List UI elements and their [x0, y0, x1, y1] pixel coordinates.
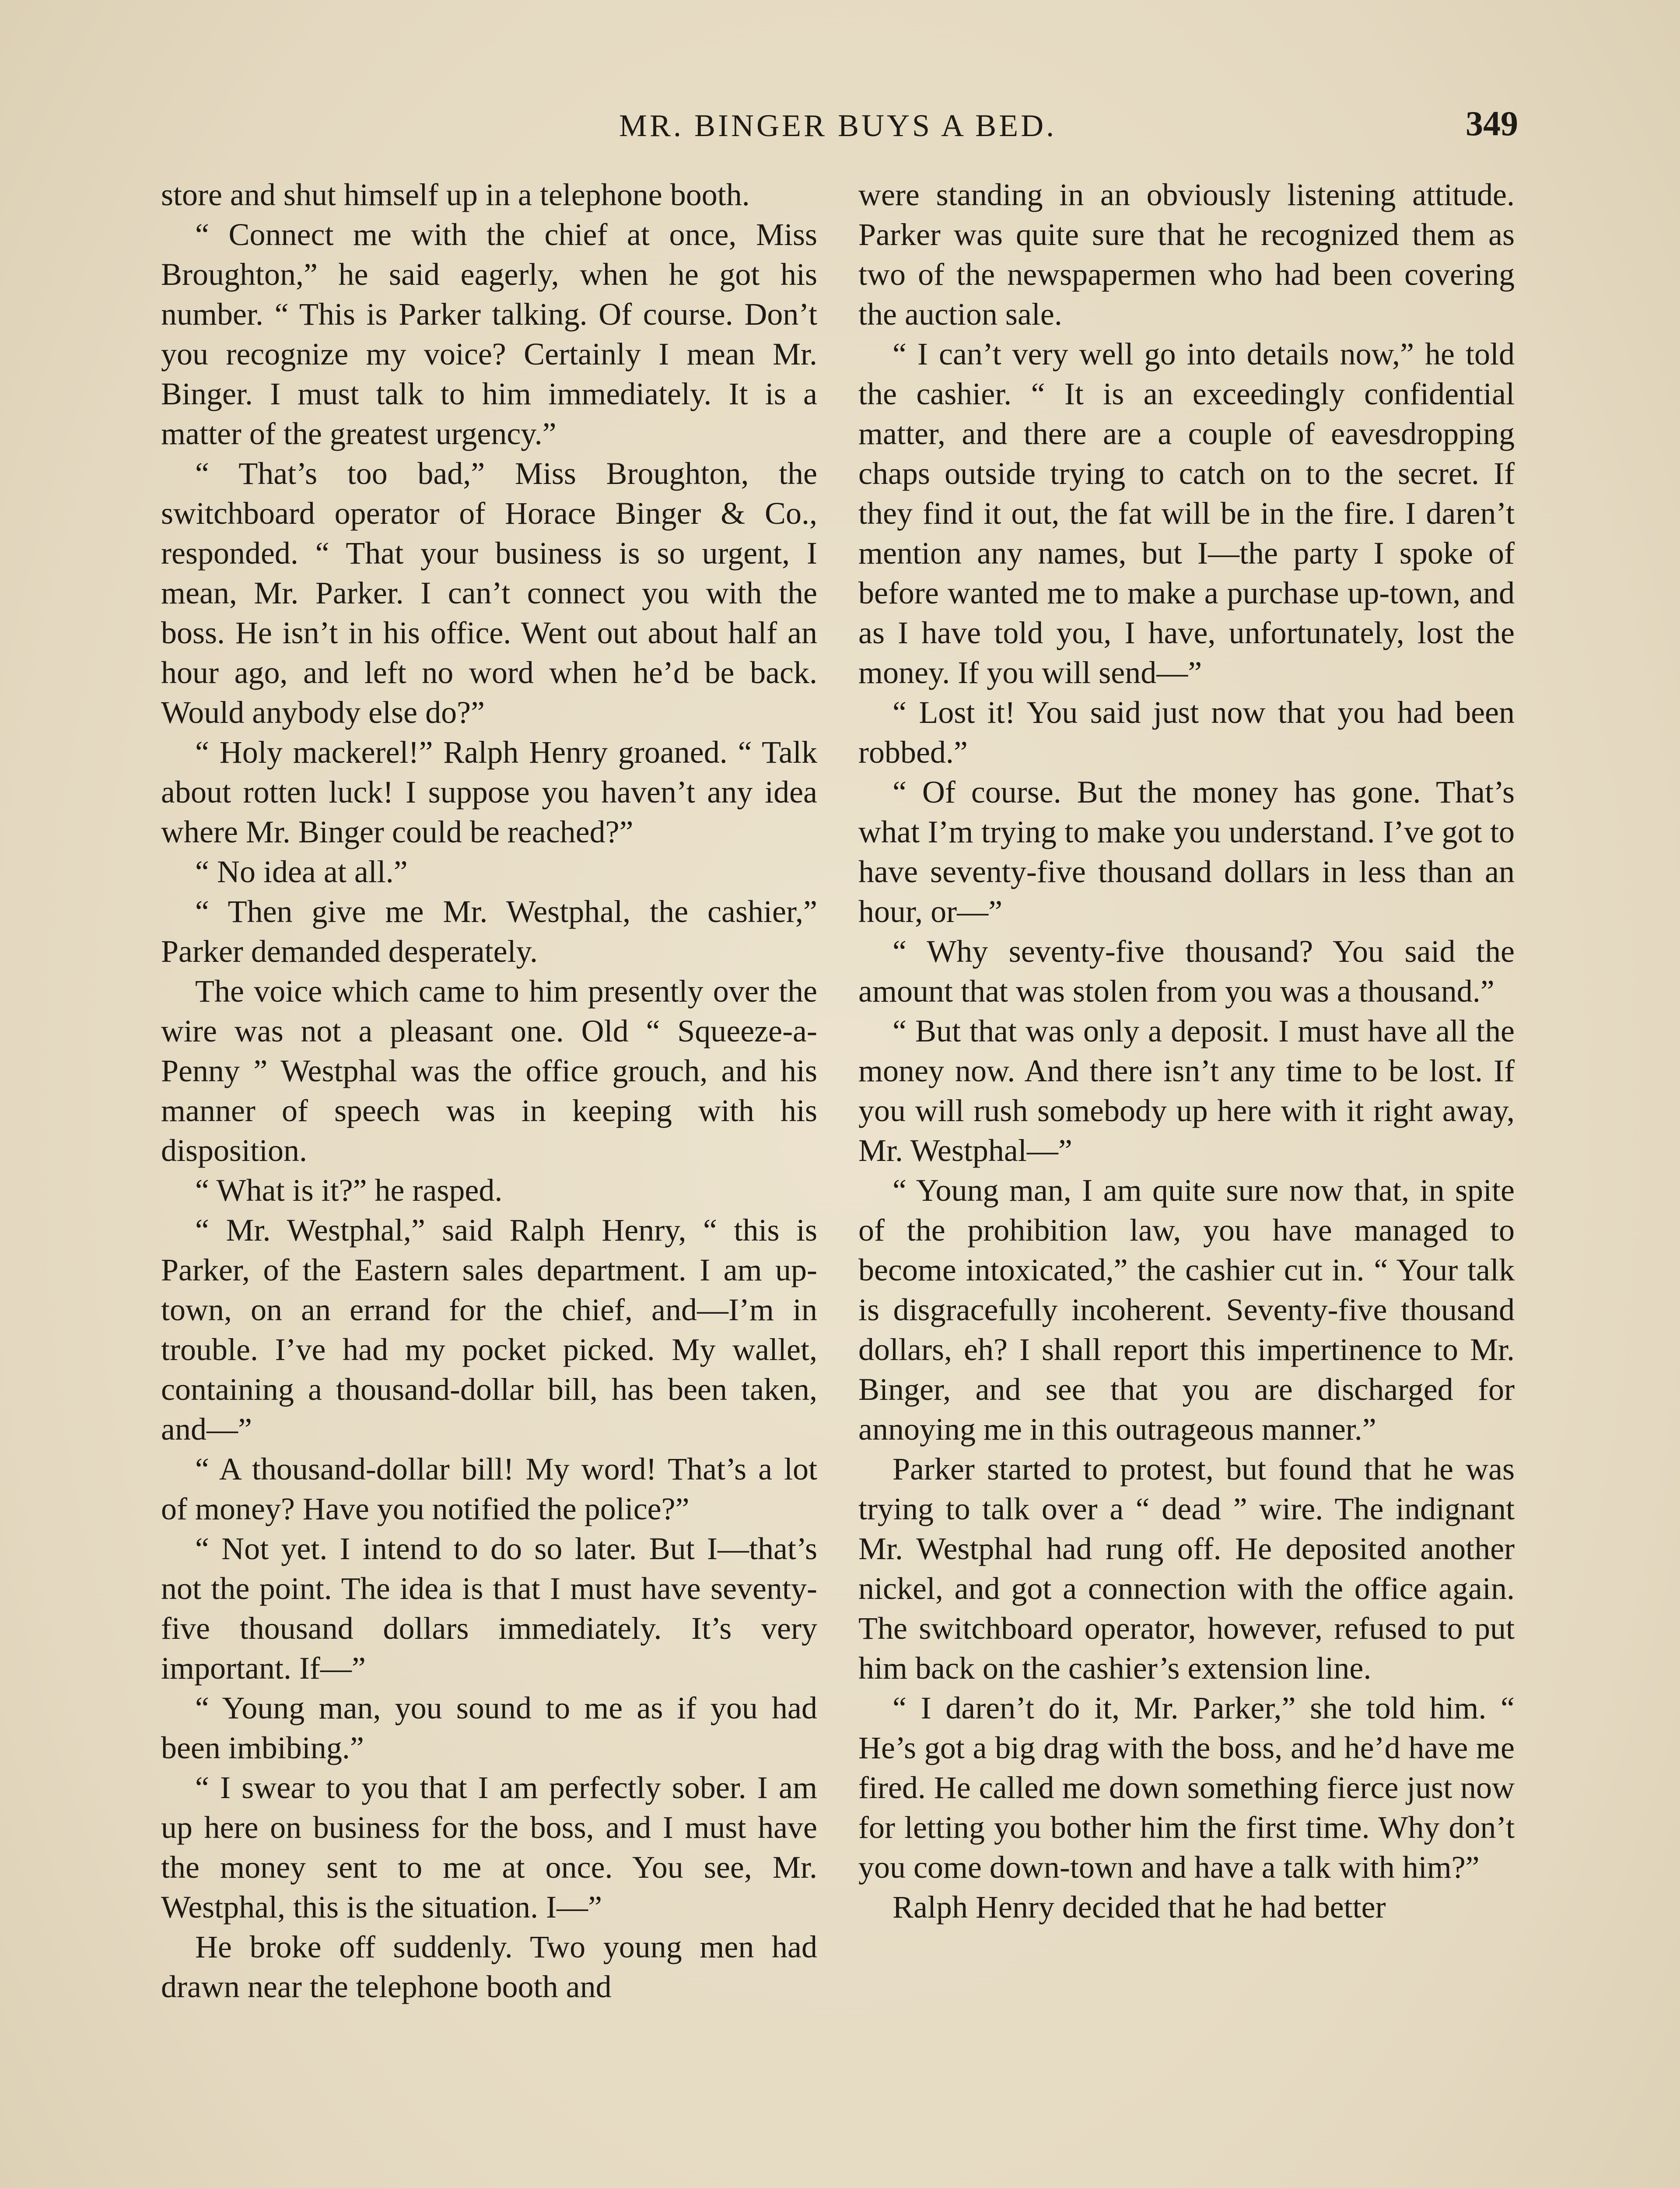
paragraph: “ Not yet. I intend to do so later. But I—that’s not the point. The idea is that I must have seventy-five thousand dollars immediately. It’s very important. If—” [161, 1531, 817, 1686]
paragraph: “ Lost it! You said just now that you had been robbed.” [858, 695, 1515, 770]
running-title: MR. BINGER BUYS A BED. [619, 108, 1057, 143]
paragraph: “ Mr. Westphal,” said Ralph Henry, “ this is Parker, of the Eastern sales department. I am up-town, on an errand for the chief, and—I’m in trouble. I’ve had my pocket picked. My wallet, containing a thousand-dollar bill, has been taken, and—” [161, 1213, 817, 1447]
paragraph: “ Of course. But the money has gone. That’s what I’m trying to make you understand. I’ve got to have seventy-five thousand dollars in less than an hour, or—” [858, 775, 1515, 929]
page-number: 349 [1466, 105, 1518, 143]
paragraph: “ Young man, you sound to me as if you had been imbibing.” [161, 1690, 817, 1765]
paragraph: “ That’s too bad,” Miss Broughton, the switchboard operator of Horace Binger & Co., responded. “ That your business is so urgent, I mean, Mr. Parker. I can’t connect you with the boss. He isn’t in his office. Went out about half an hour ago, and left no word when he’d be back. Would anybody else do?” [161, 456, 817, 730]
paragraph: “ No idea at all.” [195, 854, 408, 889]
right-column [858, 175, 1515, 1927]
paragraph: “ I swear to you that I am perfectly sober. I am up here on business for the boss, and I must have the money sent to me at once. You see, Mr. Westphal, this is the situation. I—” [161, 1770, 817, 1925]
paragraph: were standing in an obviously listening attitude. Parker was quite sure that he recognized them as two of the newspapermen who had been covering the auction sale. [858, 177, 1515, 332]
page-header [158, 104, 1518, 152]
paragraph: “ What is it?” he rasped. [195, 1173, 503, 1208]
paragraph: “ Connect me with the chief at once, Miss Broughton,” he said eagerly, when he got his number. “ This is Parker talking. Of course. Don’t you recognize my voice? Certainly I mean Mr. Binger. I must talk to him immediately. It is a matter of the greatest urgency.” [161, 217, 817, 451]
paragraph: store and shut himself up in a telephone booth. [161, 177, 750, 212]
paragraph: He broke off suddenly. Two young men had drawn near the telephone booth and [161, 1929, 817, 2004]
paragraph: “ Then give me Mr. Westphal, the cashier,” Parker demanded desperately. [161, 894, 817, 969]
left-column [161, 175, 817, 2007]
paragraph: The voice which came to him presently over the wire was not a pleasant one. Old “ Squeeze-a-Penny ” Westphal was the office grouch, and his manner of speech was in keeping with his disposition. [161, 974, 817, 1168]
paragraph: “ Why seventy-five thousand? You said the amount that was stolen from you was a thousand.” [858, 934, 1515, 1009]
paragraph: Parker started to protest, but found that he was trying to talk over a “ dead ” wire. The indignant Mr. Westphal had rung off. He deposited another nickel, and got a connection with the office again. The switchboard operator, however, refused to put him back on the cashier’s extension line. [858, 1452, 1515, 1686]
paragraph: “ But that was only a deposit. I must have all the money now. And there isn’t any time to be lost. If you will rush somebody up here with it right away, Mr. Westphal—” [858, 1013, 1515, 1168]
paragraph: “ I can’t very well go into details now,” he told the cashier. “ It is an exceedingly confidential matter, and there are a couple of eavesdropping chaps outside trying to catch on to the secret. If they find it out, the fat will be in the fire. I daren’t mention any names, but I—the party I spoke of before wanted me to make a purchase up-town, and as I have told you, I have, unfortunately, lost the money. If you will send—” [858, 337, 1515, 690]
paragraph: “ I daren’t do it, Mr. Parker,” she told him. “ He’s got a big drag with the boss, and he’d have me fired. He called me down something fierce just now for letting you bother him the first time. Why don’t you come down-town and have a talk with him?” [858, 1690, 1515, 1885]
paragraph: Ralph Henry decided that he had better [892, 1890, 1386, 1925]
paragraph: “ Young man, I am quite sure now that, in spite of the prohibition law, you have managed to become intoxicated,” the cashier cut in. “ Your talk is disgracefully incoherent. Seventy-five thousand dollars, eh? I shall report this impertinence to Mr. Binger, and see that you are discharged for annoying me in this outrageous manner.” [858, 1173, 1515, 1447]
paragraph: “ A thousand-dollar bill! My word! That’s a lot of money? Have you notified the police?” [161, 1452, 817, 1526]
paragraph: “ Holy mackerel!” Ralph Henry groaned. “ Talk about rotten luck! I suppose you haven’t any idea where Mr. Binger could be reached?” [161, 735, 817, 849]
